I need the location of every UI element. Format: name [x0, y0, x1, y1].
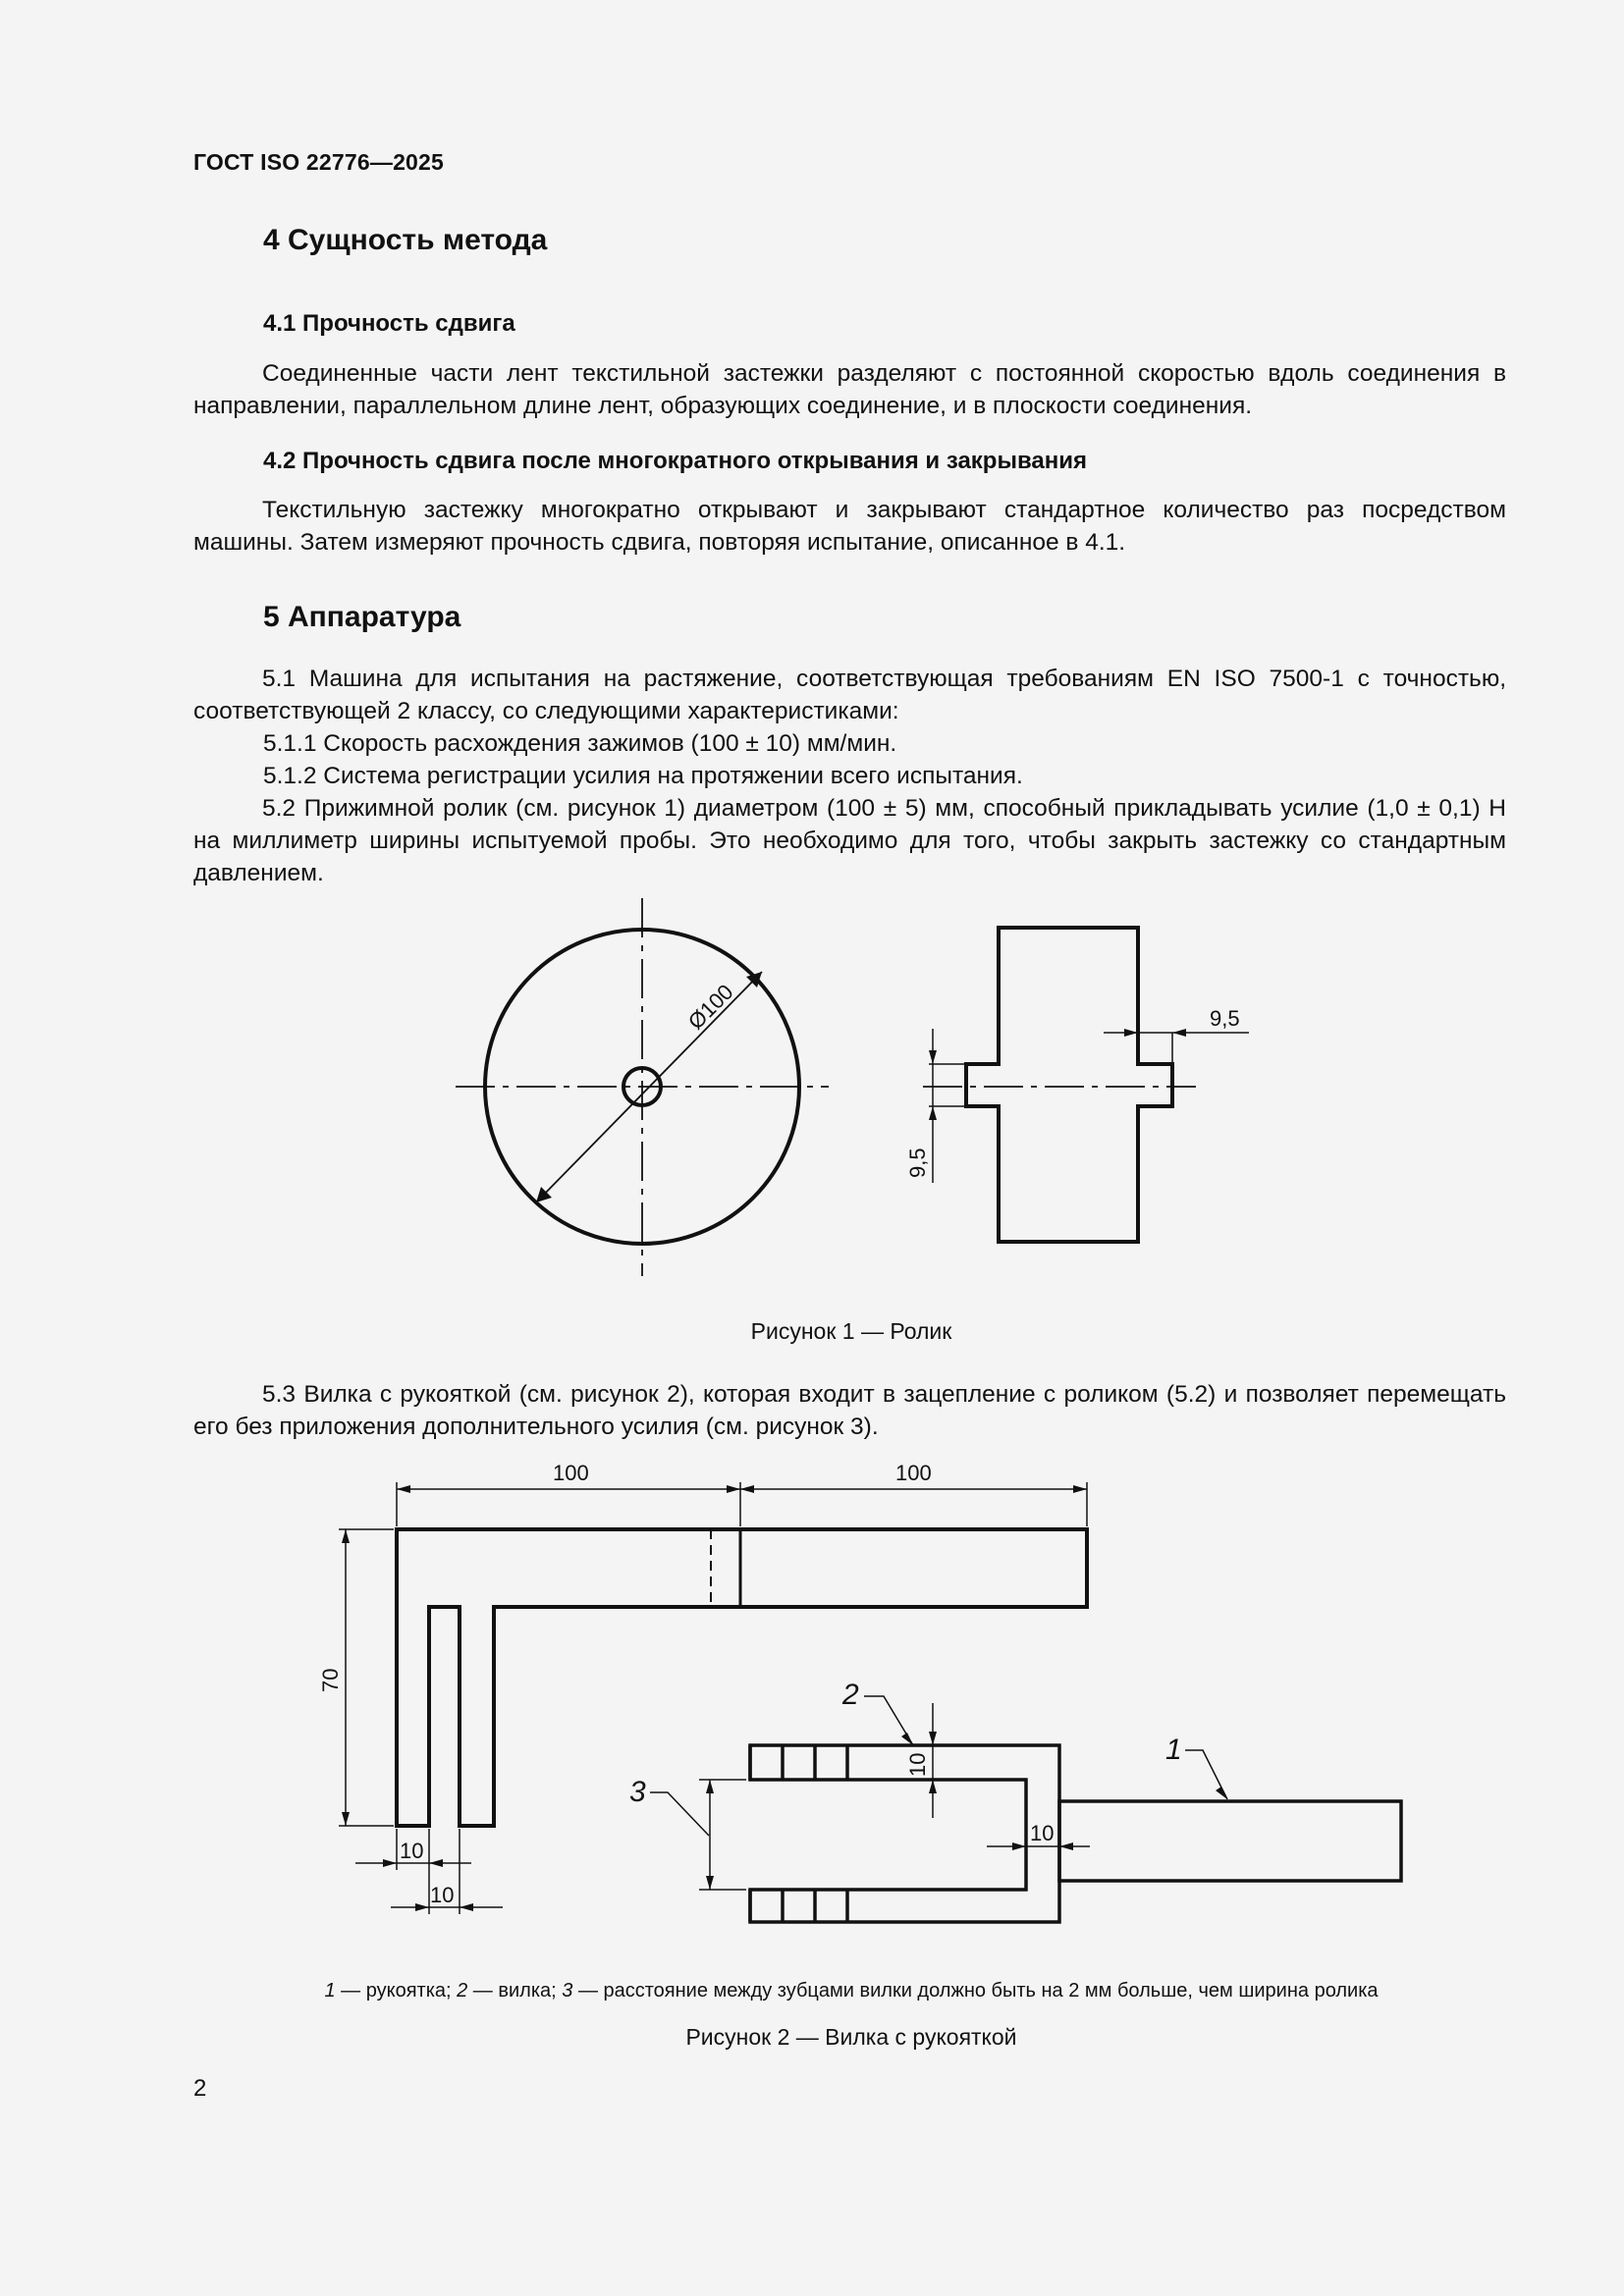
legend-text-3: — расстояние между зубцами вилки должно быть на 2 мм больше, чем ширина ролика — [572, 1980, 1379, 2002]
dim-height-label: 70 — [318, 1668, 343, 1692]
figure-1-caption: Рисунок 1 — Ролик — [750, 1318, 952, 1344]
section-4-2-title: 4.2 Прочность сдвига после многократного открывания и закрывания — [263, 448, 1088, 474]
diameter-dimension-label: Ø100 — [682, 979, 738, 1035]
paragraph-5-1-2: 5.1.2 Система регистрации усилия на протяжении всего испытания. — [263, 763, 1023, 789]
section-4-1-title: 4.1 Прочность сдвига — [263, 310, 515, 337]
callout-3: 3 — [629, 1776, 646, 1808]
figure-2-caption: Рисунок 2 — Вилка с рукояткой — [685, 2024, 1017, 2050]
section-4-1-text: Соединенные части лент текстильной застежки разделяют с постоянной скоростью вдоль соединения в направлении, параллельном длине лент, образующих соединение, и в плоскости соединения. — [193, 360, 1506, 419]
paragraph-5-3: 5.3 Вилка с рукояткой (см. рисунок 2), которая входит в зацепление с роликом (5.2) и позволяет перемещать его без приложения дополнительного усилия (см. рисунок 3). — [193, 1381, 1506, 1440]
document-header: ГОСТ ISO 22776—2025 — [193, 149, 445, 175]
top-width-dimension-label: 9,5 — [1210, 1006, 1240, 1031]
dim-fork-base-label: 10 — [1030, 1821, 1055, 1845]
paragraph-5-1-1: 5.1.1 Скорость расхождения зажимов (100 ± 10) мм/мин. — [263, 730, 897, 757]
section-4-title: 4 Сущность метода — [263, 224, 548, 256]
dim-top-left-label: 100 — [553, 1461, 589, 1485]
figure-1-roller-drawing — [0, 883, 1624, 1335]
dim-bottom-2-label: 10 — [430, 1883, 455, 1907]
legend-text-1: — рукоятка; — [335, 1980, 458, 2002]
figure-2-fork-drawing — [0, 1453, 1624, 1963]
paragraph-5-1: 5.1 Машина для испытания на растяжение, соответствующая требованиям EN ISO 7500-1 с точностью, соответствующей 2 классу, со следующими характеристиками: — [193, 666, 1506, 724]
paragraph-5-2: 5.2 Прижимной ролик (см. рисунок 1) диаметром (100 ± 5) мм, способный прикладывать усилие (1,0 ± 0,1) Н на миллиметр ширины испытуемой пробы. Это необходимо для того, чтобы закрыть застежку со стандартным давлением. — [193, 795, 1506, 886]
callout-1: 1 — [1165, 1734, 1182, 1766]
legend-text-2: — вилка; — [467, 1980, 563, 2002]
callout-2: 2 — [842, 1679, 859, 1711]
left-height-dimension-label: 9,5 — [905, 1148, 930, 1178]
legend-key-3: 3 — [562, 1980, 573, 2002]
figure-2-legend — [0, 1980, 1624, 2002]
page-number: 2 — [193, 2075, 207, 2102]
legend-key-1: 1 — [324, 1980, 336, 2002]
dim-fork-wall-label: 10 — [905, 1752, 930, 1777]
dim-bottom-1-label: 10 — [400, 1839, 424, 1863]
dim-top-right-label: 100 — [895, 1461, 932, 1485]
section-4-2-text: Текстильную застежку многократно открывают и закрывают стандартное количество раз посредством машины. Затем измеряют прочность сдвига, повторяя испытание, описанное в 4.1. — [193, 497, 1506, 556]
section-5-title: 5 Аппаратура — [263, 601, 461, 633]
legend-key-2: 2 — [457, 1980, 468, 2002]
